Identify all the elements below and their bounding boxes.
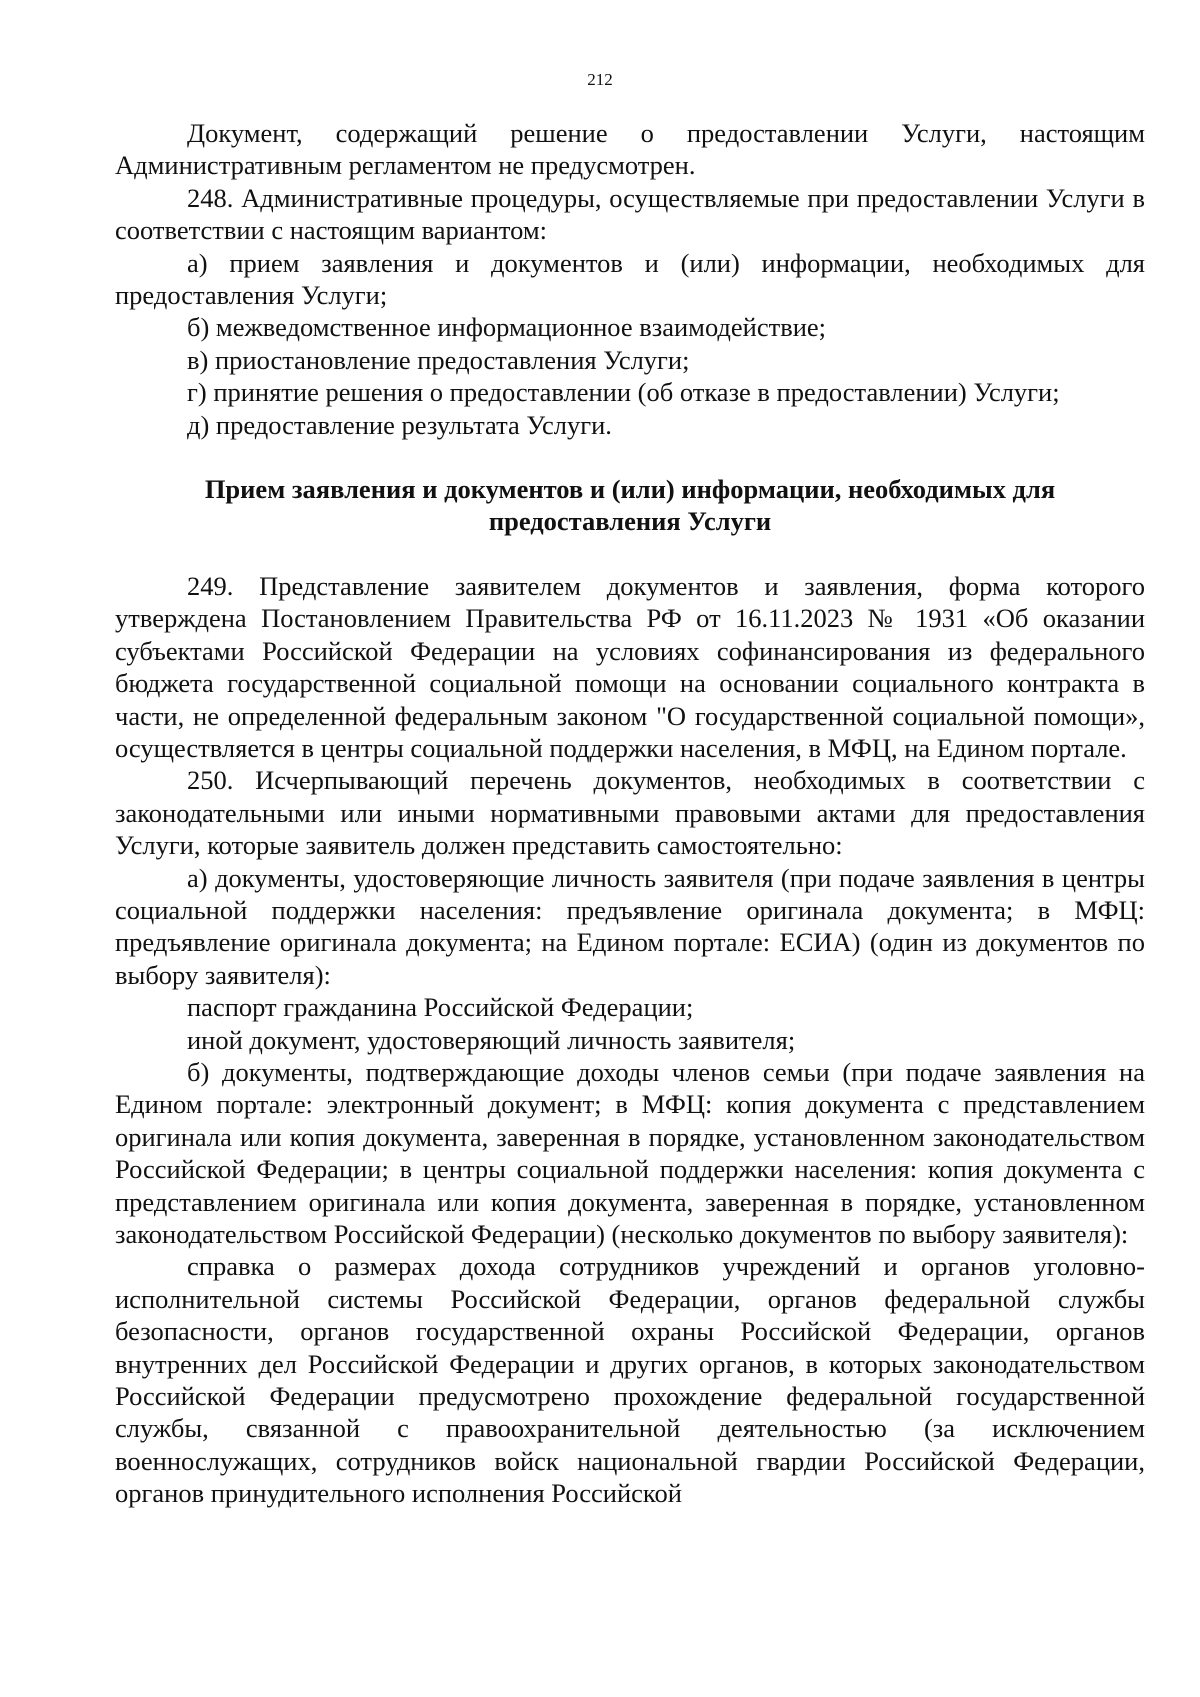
paragraph-250-a: а) документы, удостоверяющие личность заявителя (при подаче заявления в центры социальной поддержки населения: предъявление оригинала документа; в МФЦ: предъявление оригинала документа; на Едином портале: ЕСИА) (один из документов по выбору заявителя): <box>115 862 1145 990</box>
list-item-d: д) предоставление результата Услуги. <box>187 409 612 440</box>
list-item-b: б) межведомственное информационное взаимодействие; <box>187 312 827 343</box>
page-number: 212 <box>587 70 613 89</box>
paragraph-income-certificate: справка о размерах дохода сотрудников учреждений и органов уголовно-исполнительной системы Российской Федерации, органов федеральной службы безопасности, органов государственной охраны Российской Федерации, органов внутренних дел Российской Федерации и других органов, в которых законодательством Российской Федерации предусмотрено прохождение федеральной государственной службы, связанной с правоохранительной деятельностью (за исключением военнослужащих, сотрудников войск национальной гвардии Российской Федерации, органов принудительного исполнения Российской <box>115 1251 1145 1509</box>
list-item-v: в) приостановление предоставления Услуги; <box>187 344 690 375</box>
paragraph-250-b: б) документы, подтверждающие доходы членов семьи (при подаче заявления на Едином портале: электронный документ; в МФЦ: копия документа с представлением оригинала или копия документа, заверенная в порядке, установленном законодательством Российской Федерации; в центры социальной поддержки населения: копия документа с представлением оригинала или копия документа, заверенная в порядке, установленном законодательством Российской Федерации) (несколько документов по выбору заявителя): <box>115 1056 1145 1249</box>
paragraph-intro: Документ, содержащий решение о предоставлении Услуги, настоящим Административным регламентом не предусмотрен. <box>115 118 1145 181</box>
paragraph-other-id: иной документ, удостоверяющий личность заявителя; <box>187 1024 796 1055</box>
list-item-g: г) принятие решения о предоставлении (об отказе в предоставлении) Услуги; <box>187 377 1060 408</box>
list-item-a: а) прием заявления и документов и (или) информации, необходимых для предоставления Услуги; <box>115 247 1145 311</box>
paragraph-249: 249. Представление заявителем документов и заявления, форма которого утверждена Постановлением Правительства РФ от 16.11.2023 № 1931 «Об оказании субъектами Российской Федерации на условиях софинансирования из федерального бюджета государственной социальной помощи на основании социального контракта в части, не определенной федеральным законом "О государственной социальной помощи», осуществляется в центры социальной поддержки населения, в МФЦ, на Едином портале. <box>115 570 1145 763</box>
paragraph-250: 250. Исчерпывающий перечень документов, необходимых в соответствии с законодательными или иными нормативными правовыми актами для предоставления Услуги, которые заявитель должен представить самостоятельно: <box>115 765 1145 861</box>
document-body <box>115 117 1145 1510</box>
paragraph-248: 248. Административные процедуры, осуществляемые при предоставлении Услуги в соответствии с настоящим вариантом: <box>115 182 1145 246</box>
section-heading: Прием заявления и документов и (или) информации, необходимых для предоставления Услуги <box>204 474 1056 537</box>
paragraph-passport: паспорт гражданина Российской Федерации; <box>187 992 694 1023</box>
